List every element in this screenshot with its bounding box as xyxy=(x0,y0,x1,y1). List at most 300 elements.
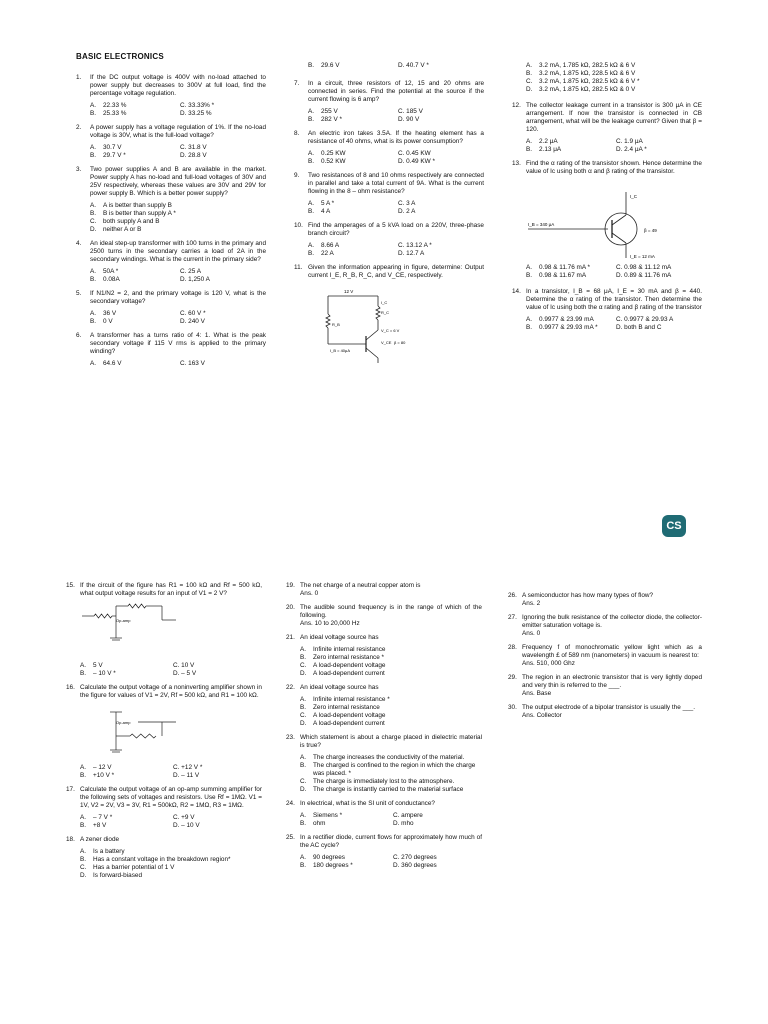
option-text: A load-dependent voltage xyxy=(313,662,386,669)
question-text: Which statement is about a charge placed in dielectric material is true? xyxy=(300,734,482,749)
question-17 xyxy=(66,786,262,830)
option-left xyxy=(90,310,176,318)
option-letter: A. xyxy=(80,764,87,771)
option-letter: A. xyxy=(80,662,87,669)
option-letter: A. xyxy=(90,144,97,151)
option-left xyxy=(90,102,176,110)
option-letter: A. xyxy=(526,62,533,69)
question-options xyxy=(308,200,484,216)
question-number: 9. xyxy=(294,172,300,179)
question-number: 25. xyxy=(286,834,295,841)
option-letter: A. xyxy=(90,102,97,109)
fig11-rb-label: R_B xyxy=(332,322,340,327)
question-text: The region in an electronic transistor that is very lightly doped and very thin is referred to the ___. xyxy=(522,674,702,689)
question-26 xyxy=(508,592,702,608)
question-11-options xyxy=(526,62,702,94)
question-text: In electrical, what is the SI unit of conductance? xyxy=(300,800,435,807)
option-text: A load-dependent current xyxy=(313,720,385,727)
fig13-ib-label: I_B = 340 μA xyxy=(528,222,555,227)
option-right: D. – 11 V xyxy=(173,772,200,779)
option-letter: D. xyxy=(526,86,533,93)
option-right: C. 25 A xyxy=(180,268,201,275)
option-right: D. 0.49 KW * xyxy=(398,158,435,165)
question-6-remaining-options xyxy=(308,62,484,70)
option-letter: C. xyxy=(90,218,97,225)
option-row xyxy=(90,202,266,210)
option-row xyxy=(300,662,482,670)
option-text: The charged is confined to the region in which the charge was placed. * xyxy=(313,762,476,777)
option-right: D. 90 V xyxy=(398,116,420,123)
option-letter: B. xyxy=(80,822,87,829)
question-options xyxy=(308,150,484,166)
question-options xyxy=(308,108,484,124)
option-left xyxy=(80,670,169,678)
option-letter: D. xyxy=(300,786,307,793)
question-text: If the circuit of the figure has R1 = 100 kΩ and Rf = 500 kΩ, what output voltage results for an input of V1 = 2 V? xyxy=(80,582,262,597)
option-left xyxy=(526,138,612,146)
answer-text: Ans. 0 xyxy=(522,630,541,637)
option-letter: A. xyxy=(308,200,315,207)
option-right: C. 163 V xyxy=(180,360,205,367)
question-options xyxy=(300,646,482,678)
question-number: 20. xyxy=(286,604,295,611)
question-24 xyxy=(286,800,482,828)
option-left xyxy=(80,814,169,822)
option-left xyxy=(300,862,389,870)
option-text: Is forward-biased xyxy=(93,872,143,879)
option-text: 0.98 & 11.67 mA xyxy=(539,272,587,279)
question-1 xyxy=(76,74,266,118)
option-left xyxy=(308,200,394,208)
option-right: D. – 10 V xyxy=(173,822,200,829)
fig13-ic-label: I_C xyxy=(630,194,638,199)
option-letter: B. xyxy=(90,152,97,159)
option-left xyxy=(90,276,176,284)
option-right: D. 2 A xyxy=(398,208,416,215)
answer-text: Ans. 510, 000 Ghz xyxy=(522,660,575,667)
question-text: An ideal step-up transformer with 100 turns in the primary and 2500 turns in the secondary carries a load of 2A in the secondary windings. What is the current in the primary side? xyxy=(90,240,266,263)
option-letter: B. xyxy=(526,272,533,279)
option-text: 180 degrees * xyxy=(313,862,353,869)
question-options xyxy=(90,102,266,118)
camscanner-logo: CS xyxy=(662,515,686,537)
question-options xyxy=(300,812,482,828)
option-text: 2.13 μA xyxy=(539,146,562,153)
option-letter: C. xyxy=(300,778,307,785)
question-options xyxy=(90,310,266,326)
option-right: C. 3 A xyxy=(398,200,416,207)
question-options xyxy=(90,202,266,234)
question-number: 29. xyxy=(508,674,517,681)
question-text: Calculate the output voltage of a noninverting amplifier shown in the figure for values of V1 = 2V, Rf = 500 kΩ, and R1 = 100 kΩ. xyxy=(80,684,262,699)
option-right: C. 13.12 A * xyxy=(398,242,432,249)
question-text: The net charge of a neutral copper atom is xyxy=(300,582,421,589)
question-7 xyxy=(294,80,484,124)
option-left xyxy=(300,812,389,820)
column-3 xyxy=(512,62,702,338)
option-left xyxy=(308,250,394,258)
fig11-ic-label: I_C xyxy=(381,300,388,305)
question-number: 13. xyxy=(512,160,521,167)
option-row xyxy=(90,210,266,218)
option-letter: B. xyxy=(308,208,315,215)
option-left xyxy=(308,242,394,250)
option-letter: B. xyxy=(300,820,307,827)
option-left xyxy=(308,158,394,166)
option-left xyxy=(300,820,389,828)
option-text: 3.2 mA, 1.875 kΩ, 228.5 kΩ & 6 V xyxy=(539,70,636,77)
option-text: B is better than supply A * xyxy=(103,210,176,217)
answer-text: Ans. Base xyxy=(522,690,552,697)
option-text: – 7 V * xyxy=(93,814,113,821)
option-text: 2.2 μA xyxy=(539,138,558,145)
option-text: 255 V xyxy=(321,108,338,115)
question-text: A semiconductor has how many types of flow? xyxy=(522,592,654,599)
option-letter: A. xyxy=(300,754,307,761)
page-title: BASIC ELECTRONICS xyxy=(76,52,164,61)
option-text: 0.98 & 11.76 mA * xyxy=(539,264,591,271)
option-text: 8.66 A xyxy=(321,242,340,249)
question-13 xyxy=(512,160,702,176)
option-text: 3.2 mA, 1.875 kΩ, 282.5 kΩ & 0 V xyxy=(539,86,636,93)
option-row xyxy=(300,696,482,704)
question-text: An ideal voltage source has xyxy=(300,684,379,691)
option-text: 29.7 V * xyxy=(103,152,126,159)
option-left xyxy=(80,662,169,670)
question-text: An electric iron takes 3.5A. If the heating element has a resistance of 40 ohms, what is its power consumption? xyxy=(308,130,484,145)
question-number: 28. xyxy=(508,644,517,651)
question-19 xyxy=(286,582,482,598)
option-right: D. 33.25 % xyxy=(180,110,212,117)
question-11 xyxy=(294,264,484,280)
fig11-rc-label: R_C xyxy=(381,310,390,315)
option-left xyxy=(80,772,169,780)
question-8 xyxy=(294,130,484,166)
option-left xyxy=(308,62,394,70)
question-number: 7. xyxy=(294,80,300,87)
option-right: D. 2.4 μA * xyxy=(616,146,647,153)
option-text: A is better than supply B xyxy=(103,202,172,209)
transistor-circuit-figure-11 xyxy=(308,286,418,364)
question-12 xyxy=(512,102,702,154)
option-letter: B. xyxy=(300,704,307,711)
question-text: Two power supplies A and B are available in the market. Power supply A has no-load and full-load voltages of 30V and 25V respectively, whereas these values are 30V and 29V for power supply B. Which is a better power supply? xyxy=(90,166,266,197)
option-left xyxy=(90,144,176,152)
column-2 xyxy=(294,62,484,364)
option-letter: A. xyxy=(300,854,307,861)
option-right: C. 0.98 & 11.12 mA xyxy=(616,264,672,271)
option-text: 50A * xyxy=(103,268,119,275)
option-left xyxy=(526,316,612,324)
question-text: Two resistances of 8 and 10 ohms respectively are connected in parallel and take a total current of 9A. What is the current flowing in the 8 – ohm resistance? xyxy=(308,172,484,195)
option-right: D. mho xyxy=(393,820,414,827)
question-number: 8. xyxy=(294,130,300,137)
op-amp-label: Op-amp xyxy=(116,618,131,623)
column-1 xyxy=(66,582,262,886)
question-options xyxy=(80,764,262,780)
option-text: A load-dependent current xyxy=(313,670,385,677)
question-number: 27. xyxy=(508,614,517,621)
question-number: 4. xyxy=(76,240,82,247)
fig11-beta-label: β = 80 xyxy=(394,340,406,345)
question-number: 18. xyxy=(66,836,75,843)
question-text: The audible sound frequency is in the range of which of the following. xyxy=(300,604,482,619)
option-left xyxy=(80,822,169,830)
option-text: – 10 V * xyxy=(93,670,116,677)
option-row xyxy=(300,786,482,794)
option-right: D. both B and C xyxy=(616,324,662,331)
question-text: Find the α rating of the transistor shown. Hence determine the value of Ic using both α and β rating of the transistor. xyxy=(526,160,702,175)
option-left xyxy=(90,152,176,160)
option-right: C. ampere xyxy=(393,812,423,819)
option-row xyxy=(300,754,482,762)
answer-text: Ans. 0 xyxy=(300,590,319,597)
option-left xyxy=(526,146,612,154)
option-row xyxy=(526,70,702,78)
option-right: C. 0.9977 & 29.93 A xyxy=(616,316,674,323)
option-text: 30.7 V xyxy=(103,144,122,151)
option-right: C. 0.45 KW xyxy=(398,150,431,157)
option-row xyxy=(80,864,262,872)
question-text: In a transistor, I_B = 68 μA, I_E = 30 mA and β = 440. Determine the α rating of the transistor. Then determine the value of Ic using both the α rating and β rating of the transistor xyxy=(526,288,702,311)
question-options xyxy=(308,242,484,258)
option-left xyxy=(526,264,612,272)
inverting-amplifier-figure xyxy=(80,600,200,658)
option-left xyxy=(308,116,394,124)
question-options xyxy=(90,144,266,160)
question-options xyxy=(80,662,262,678)
question-text: An ideal voltage source has xyxy=(300,634,379,641)
question-2 xyxy=(76,124,266,160)
option-text: 0.9977 & 29.93 mA * xyxy=(539,324,598,331)
option-right: D. 1,250 A xyxy=(180,276,210,283)
option-letter: B. xyxy=(80,856,87,863)
question-options xyxy=(300,696,482,728)
exam-page-2 xyxy=(0,560,768,1024)
column-3 xyxy=(508,592,702,726)
option-letter: B. xyxy=(300,654,307,661)
option-right: C. +12 V * xyxy=(173,764,203,771)
option-letter: B. xyxy=(300,862,307,869)
option-right: D. 360 degrees xyxy=(393,862,437,869)
transistor-figure-13 xyxy=(526,182,676,260)
option-text: The charge increases the conductivity of the material. xyxy=(313,754,465,761)
option-letter: B. xyxy=(526,146,533,153)
option-row xyxy=(300,646,482,654)
answer-text: Ans. 10 to 20,000 Hz xyxy=(300,620,360,627)
question-number: 23. xyxy=(286,734,295,741)
option-row xyxy=(90,226,266,234)
option-text: 25.33 % xyxy=(103,110,127,117)
option-right: C. 185 V xyxy=(398,108,423,115)
option-text: 22 A xyxy=(321,250,334,257)
noninverting-amplifier-figure xyxy=(80,702,200,760)
option-text: A load-dependent voltage xyxy=(313,712,386,719)
option-letter: A. xyxy=(80,848,87,855)
option-letter: A. xyxy=(526,316,533,323)
option-letter: C. xyxy=(526,78,533,85)
option-right: C. 10 V xyxy=(173,662,195,669)
column-1 xyxy=(76,74,266,374)
question-4 xyxy=(76,240,266,284)
question-number: 17. xyxy=(66,786,75,793)
option-text: Infinite internal resistance * xyxy=(313,696,390,703)
option-text: neither A or B xyxy=(103,226,142,233)
fig11-vce-label: V_CE xyxy=(381,340,392,345)
option-letter: A. xyxy=(300,812,307,819)
option-left xyxy=(526,272,612,280)
option-text: The charge is immediately lost to the atmosphere. xyxy=(313,778,455,785)
option-text: 3.2 mA, 1.875 kΩ, 282.5 kΩ & 6 V * xyxy=(539,78,640,85)
option-right: D. 28.8 V xyxy=(180,152,207,159)
question-number: 1. xyxy=(76,74,82,81)
option-letter: C. xyxy=(300,712,307,719)
option-letter: A. xyxy=(300,646,307,653)
op-amp-label: Op-amp xyxy=(116,720,131,725)
option-letter: B. xyxy=(90,318,97,325)
question-6 xyxy=(76,332,266,368)
question-number: 30. xyxy=(508,704,517,711)
option-text: 3.2 mA, 1.785 kΩ, 282.5 kΩ & 6 V xyxy=(539,62,636,69)
option-letter: A. xyxy=(526,138,533,145)
option-left xyxy=(308,150,394,158)
option-text: Infinite internal resistance xyxy=(313,646,386,653)
question-16 xyxy=(66,684,262,780)
option-letter: B. xyxy=(308,116,315,123)
option-right: C. 33.33% * xyxy=(180,102,215,109)
question-number: 16. xyxy=(66,684,75,691)
question-number: 2. xyxy=(76,124,82,131)
option-letter: B. xyxy=(308,62,315,69)
question-text: Calculate the output voltage of an op-amp summing amplifier for the following sets of voltages and resistors. Use Rf = 1MΩ. V1 = 1V, V2 = 2V, V3 = 3V, R1 = 500kΩ, R2 = 1MΩ, R3 = 1MΩ. xyxy=(80,786,262,809)
question-text: In a circuit, three resistors of 12, 15 and 20 ohms are connected in series. Find the potential at the source if the current flowing is 6 amp? xyxy=(308,80,484,103)
answer-text: Ans. Collector xyxy=(522,712,562,719)
option-row xyxy=(300,704,482,712)
question-text: A zener diode xyxy=(80,836,120,843)
option-right: C. 60 V * xyxy=(180,310,206,317)
fig13-beta-label: β = 49 xyxy=(644,228,657,233)
option-letter: D. xyxy=(300,720,307,727)
option-right: D. – 5 V xyxy=(173,670,197,677)
option-letter: D. xyxy=(80,872,87,879)
option-left xyxy=(90,360,176,368)
question-number: 11. xyxy=(294,264,303,271)
option-left xyxy=(90,318,176,326)
fig11-vcc-label: 12 V xyxy=(344,289,354,294)
question-number: 24. xyxy=(286,800,295,807)
option-right: D. 0.89 & 11.76 mA xyxy=(616,272,672,279)
option-text: Is a battery xyxy=(93,848,125,855)
option-right: C. +9 V xyxy=(173,814,195,821)
question-options xyxy=(90,268,266,284)
option-text: +8 V xyxy=(93,822,107,829)
question-number: 19. xyxy=(286,582,295,589)
option-letter: C. xyxy=(300,662,307,669)
question-text: If N1/N2 = 2, and the primary voltage is 120 V, what is the secondary voltage? xyxy=(90,290,266,305)
option-letter: B. xyxy=(90,210,97,217)
option-row xyxy=(300,778,482,786)
question-text: The collector leakage current in a transistor is 300 μA in CE arrangement. If now the transistor is connected in CB arrangement, what will be the leakage current? Given that β = 120. xyxy=(526,102,702,133)
question-text: The output electrode of a bipolar transistor is usually the ___. xyxy=(522,704,696,711)
question-14 xyxy=(512,288,702,332)
question-options xyxy=(90,360,266,368)
question-text: In a rectifier diode, current flows for approximately how much of the AC cycle? xyxy=(300,834,482,849)
question-20 xyxy=(286,604,482,628)
option-left xyxy=(300,854,389,862)
question-5 xyxy=(76,290,266,326)
question-9 xyxy=(294,172,484,216)
fig11-vc-label: V_C = 6 V xyxy=(381,328,400,333)
option-row xyxy=(80,856,262,864)
question-number: 12. xyxy=(512,102,521,109)
option-text: 22.33 % xyxy=(103,102,127,109)
option-letter: D. xyxy=(300,670,307,677)
option-letter: A. xyxy=(90,310,97,317)
option-row xyxy=(526,78,702,86)
question-options xyxy=(80,814,262,830)
option-left xyxy=(308,208,394,216)
option-letter: B. xyxy=(308,250,315,257)
question-text: Ignoring the bulk resistance of the collector diode, the collector-emitter saturation voltage is. xyxy=(522,614,702,629)
option-row xyxy=(80,848,262,856)
option-text: ohm xyxy=(313,820,326,827)
question-text: Frequency f of monochromatic yellow light which as a wavelength £ of 589 nm (nanometers) in vacuum is nearest to: xyxy=(522,644,702,659)
option-text: 0.52 KW xyxy=(321,158,346,165)
option-letter: B. xyxy=(80,772,87,779)
option-text: 5 V xyxy=(93,662,103,669)
option-right: D. 240 V xyxy=(180,318,205,325)
question-number: 3. xyxy=(76,166,82,173)
option-letter: A. xyxy=(90,268,97,275)
fig13-ie-label: I_E = 12 mA xyxy=(630,254,655,259)
option-text: – 12 V xyxy=(93,764,112,771)
option-row xyxy=(526,86,702,94)
option-letter: B. xyxy=(526,324,533,331)
question-options xyxy=(526,138,702,154)
option-right: C. 270 degrees xyxy=(393,854,437,861)
option-letter: A. xyxy=(526,264,533,271)
option-text: 282 V * xyxy=(321,116,342,123)
option-letter: B. xyxy=(308,158,315,165)
question-21 xyxy=(286,634,482,678)
option-letter: A. xyxy=(300,696,307,703)
option-left xyxy=(90,268,176,276)
question-3 xyxy=(76,166,266,234)
option-letter: A. xyxy=(90,360,97,367)
question-15 xyxy=(66,582,262,678)
question-27 xyxy=(508,614,702,638)
question-number: 10. xyxy=(294,222,303,229)
option-text: 5 A * xyxy=(321,200,335,207)
question-25 xyxy=(286,834,482,870)
question-number: 21. xyxy=(286,634,295,641)
option-text: Zero internal resistance xyxy=(313,704,380,711)
option-row xyxy=(526,62,702,70)
option-row xyxy=(90,218,266,226)
question-28 xyxy=(508,644,702,668)
question-text: A power supply has a voltage regulation of 1%. If the no-load voltage is 30V, what is the full-load voltage? xyxy=(90,124,266,139)
question-22 xyxy=(286,684,482,728)
option-letter: B. xyxy=(90,110,97,117)
option-text: Has a barrier potential of 1 V xyxy=(93,864,175,871)
option-letter: B. xyxy=(80,670,87,677)
question-options xyxy=(300,754,482,794)
question-options xyxy=(300,854,482,870)
option-text: both supply A and B xyxy=(103,218,160,225)
option-letter: A. xyxy=(308,150,315,157)
option-left xyxy=(90,110,176,118)
option-text: 0.9977 & 23.99 mA xyxy=(539,316,594,323)
